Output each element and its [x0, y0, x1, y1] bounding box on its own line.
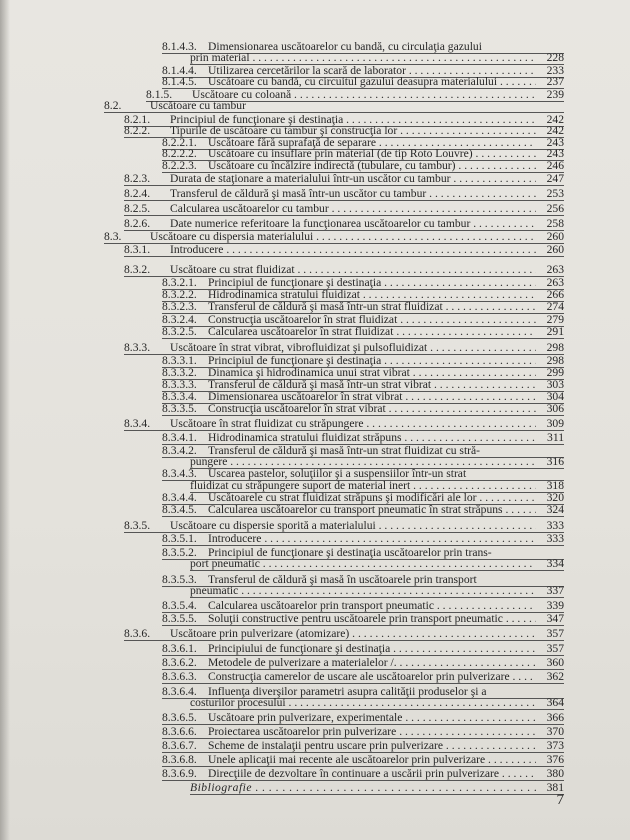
toc-entry [124, 243, 564, 256]
toc-entry-page: 309 [546, 417, 564, 430]
toc-entry-title: Construcţia uscătoarelor în strat fluidizat . . . [208, 313, 536, 326]
toc-entry [124, 341, 564, 354]
toc-entry-number: 8.3.6.9. [162, 767, 197, 780]
toc-entry [190, 696, 564, 709]
toc-entry-page: 274 [546, 300, 564, 313]
toc-entry-title: port pneumatic . . . [190, 557, 536, 570]
toc-entry-number: 8.2.2. [124, 124, 151, 137]
toc-entry-number: 8.3.6.3. [162, 670, 197, 683]
toc-entry-number: 8.3.3.2. [162, 366, 197, 379]
toc-entry-number: 8.3.5.2. [162, 546, 197, 559]
toc-entry-title: Uscătoarele cu strat fluidizat străpuns şi modificări ale lor . . . [208, 491, 536, 504]
toc-entry-title: Dinamica şi hidrodinamica unui strat vibrat . . . [208, 366, 536, 379]
toc-entry-number: 8.3.3.5. [162, 402, 197, 415]
toc-entry-page: 381 [546, 781, 564, 794]
toc-entry-title: Utilizarea cercetărilor la scară de laborator . . . [208, 64, 536, 77]
toc-entry [124, 217, 564, 230]
toc-entry-title: Uscătoare cu bandă, cu circuitul gazului deasupra materialului . . . [208, 75, 536, 88]
toc-entry-number: 8.3.6.8. [162, 753, 197, 766]
toc-entry-title: Introducere . . . [208, 532, 536, 545]
toc-entry [162, 612, 564, 625]
toc-entry-title: Principiul de funcţionare şi destinaţia uscătoarelor prin trans- [208, 546, 492, 559]
toc-entry-page: 298 [546, 354, 564, 367]
toc-entry-page: 237 [546, 75, 564, 88]
toc-entry-title: Uscătoare cu încălzire indirectă (tubulare, cu tambur) . . . [208, 159, 536, 172]
toc-entry [162, 656, 564, 669]
toc-entry-title: Transferul de căldură şi masă într-un strat fluidizat . . . [208, 300, 536, 313]
toc-entry-underline [162, 516, 564, 517]
toc-entry-number: 8.2.6. [124, 217, 151, 230]
toc-entry-title: Uscătoare cu coloană . . . [192, 88, 536, 101]
toc-entry [162, 767, 564, 780]
toc-entry-number: 8.3.4.2. [162, 444, 197, 457]
toc-entry-title: Uscătoare în strat fluidizat cu străpungere . . . [170, 417, 536, 430]
toc-entry-page: 239 [546, 88, 564, 101]
toc-entry-page: 279 [546, 313, 564, 326]
toc-entry-title: Hidrodinamica stratului fluidizat străpuns . . . [208, 431, 536, 444]
toc-entry-title: Uscătoare cu dispersie sporită a materialului . . . [170, 519, 536, 532]
toc-entry-page: 316 [546, 455, 564, 468]
toc-entry-number: 8.3.6.6. [162, 725, 197, 738]
toc-entry-title: Dimensionarea uscătoarelor în strat vibrat . . . [208, 390, 536, 403]
toc-entry-number: 8.3.3.3. [162, 378, 197, 391]
toc-entry [162, 402, 564, 415]
toc-entry-title: Soluţii constructive pentru uscătoarele prin transport pneumatic . . . [208, 612, 536, 625]
toc-entry-title: Calcularea uscătoarelor cu tambur . . . [170, 202, 536, 215]
toc-entry-page: 253 [546, 187, 564, 200]
toc-entry-number: 8.3.3.1. [162, 354, 197, 367]
toc-entry-page: 334 [546, 557, 564, 570]
toc-entry-number: 8.1.4.4. [162, 64, 197, 77]
toc-entry-number: 8.3.3.4. [162, 390, 197, 403]
toc-entry-page: 333 [546, 519, 564, 532]
toc-entry [162, 75, 564, 88]
toc-entry [190, 584, 564, 597]
toc-entry-page: 243 [546, 136, 564, 149]
toc-entry-title: pungere . . . [190, 455, 536, 468]
toc-entry-page: 339 [546, 599, 564, 612]
toc-entry-page: 242 [546, 113, 564, 126]
toc-entry-page: 333 [546, 532, 564, 545]
toc-entry-number: 8.1.4.3. [162, 40, 197, 53]
toc-entry-number: 8.2.4. [124, 187, 151, 200]
toc-entry-number: 8.3.5.4. [162, 599, 197, 612]
toc-entry-page: 303 [546, 378, 564, 391]
toc-entry-title: Transferul de căldură şi masă în uscătoarele prin transport [208, 573, 477, 586]
toc-entry-number: 8.3.5.1. [162, 532, 197, 545]
toc-entry-page: 370 [546, 725, 564, 738]
toc-entry [162, 599, 564, 612]
toc-entry-page: 242 [546, 124, 564, 137]
toc-entry-page: 362 [546, 670, 564, 683]
toc-entry [162, 503, 564, 516]
toc-entry [190, 51, 564, 64]
toc-entry [124, 519, 564, 532]
toc-entry-number: 8.3. [104, 230, 122, 243]
toc-entry-page: 337 [546, 584, 564, 597]
toc-entry-title: Metodele de pulverizare a materialelor /. . . . [208, 656, 536, 669]
toc-entry-title: Uscătoare prin pulverizare (atomizare) . . . [170, 627, 536, 640]
toc-entry-number: 8.3.6.2. [162, 656, 197, 669]
toc-entry-number: 8.3.5. [124, 519, 151, 532]
toc-entry-title: Dimensionarea uscătoarelor cu bandă, cu circulaţia gazului [208, 40, 482, 53]
toc-entry [124, 417, 564, 430]
toc-entry-page: 260 [546, 230, 564, 243]
toc-entry [162, 300, 564, 313]
toc-entry-number: 8.3.6.5. [162, 711, 197, 724]
toc-entry [162, 325, 564, 338]
toc-entry [124, 172, 564, 185]
toc-entry [104, 230, 564, 243]
toc-entry-underline [124, 256, 564, 257]
toc-entry-number: 8.3.4. [124, 417, 151, 430]
toc-entry-title: Calcularea uscătoarelor în strat fluidizat . . . [208, 325, 536, 338]
toc-entry-page: 304 [546, 390, 564, 403]
toc-entry-page: 357 [546, 627, 564, 640]
toc-entry-number: 8.3.2.1. [162, 276, 197, 289]
toc-entry-number: 8.1.4.5. [162, 75, 197, 88]
toc-entry-title: Uscătoare prin pulverizare, experimentale . . . [208, 711, 536, 724]
toc-entry-title: Uscătoare cu dispersia materialului . . . [150, 230, 536, 243]
toc-entry-page: 320 [546, 491, 564, 504]
toc-entry-number: 8.3.3. [124, 341, 151, 354]
toc-entry-page: 258 [546, 217, 564, 230]
toc-entry-page: 360 [546, 656, 564, 669]
toc-entry-number: 8.3.4.3. [162, 467, 197, 480]
toc-entry-title: Uscătoare în strat vibrat, vibrofluidizat şi pulsofluidizat . . . [170, 341, 536, 354]
toc-entry-title: Principiul de funcţionare şi destinaţia . . . [208, 354, 536, 367]
toc-entry-page: 357 [546, 642, 564, 655]
toc-entry-number: 8.3.5.5. [162, 612, 197, 625]
toc-entry-title: Uscătoare cu insuflare prin material (de tip Roto Louvre) . . . [208, 147, 536, 160]
toc-entry-number: 8.3.6.4. [162, 685, 197, 698]
toc-entry-title: Hidrodinamica stratului fluidizat . . . [208, 288, 536, 301]
toc-entry-number: 8.3.4.5. [162, 503, 197, 516]
toc-entry-number: 8.3.2.3. [162, 300, 197, 313]
toc-entry-page: 263 [546, 263, 564, 276]
toc-entry-page: 260 [546, 243, 564, 256]
toc-entry-page: 263 [546, 276, 564, 289]
toc-entry-number: 8.2.1. [124, 113, 151, 126]
toc-entry-title: Proiectarea uscătoarelor prin pulverizare . . . [208, 725, 536, 738]
toc-entry-title: Date numerice referitoare la funcţionarea uscătoarelor cu tambur . . . [170, 217, 536, 230]
toc-entry-underline [162, 415, 564, 416]
toc-entry-number: 8.3.6.7. [162, 739, 197, 752]
toc-entry-title: Uscarea pastelor, soluţiilor şi a suspensiilor într-un strat [208, 467, 467, 480]
toc-entry-title: Introducere . . . [170, 243, 536, 256]
toc-entry-title: Transferul de căldură şi masă într-un strat fluidizat cu stră- [208, 444, 481, 457]
toc-entry [162, 725, 564, 738]
toc-entry-title: Principiul de funcţionare şi destinaţia . . . [170, 113, 536, 126]
toc-entry-number: 8.1.5. [146, 88, 173, 101]
toc-entry [190, 557, 564, 570]
toc-entry-page: 306 [546, 402, 564, 415]
toc-entry-page: 311 [547, 431, 564, 444]
toc-entry-page: 291 [546, 325, 564, 338]
toc-entry [162, 753, 564, 766]
toc-entry-title: prin material . . . [190, 51, 536, 64]
toc-entry [104, 99, 564, 112]
toc-entry-number: 8.2.2.2. [162, 147, 197, 160]
toc-entry-page: 243 [546, 147, 564, 160]
toc-entry-title: fluidizat cu străpungere suport de material inert . . . [190, 479, 536, 492]
toc-entry-page: 233 [546, 64, 564, 77]
toc-entry-number: 8.2.2.3. [162, 159, 197, 172]
toc-entry-underline [124, 185, 564, 186]
toc-entry-number: 8.3.2. [124, 263, 151, 276]
toc-entry-title: Construcţia camerelor de uscare ale uscătoarelor prin pulverizare . . . [208, 670, 536, 683]
toc-entry [124, 202, 564, 215]
toc-entry-number: 8.3.1. [124, 243, 151, 256]
toc-entry-page: 299 [546, 366, 564, 379]
toc-entry [162, 532, 564, 545]
toc-entry-title: Transferul de căldură şi masă într-un uscător cu tambur . . . [170, 187, 536, 200]
toc-entry-number: 8.3.5.3. [162, 573, 197, 586]
toc-entry-page: 318 [546, 479, 564, 492]
toc-entry [162, 159, 564, 172]
toc-entry [124, 627, 564, 640]
toc-entry-underline [162, 625, 564, 626]
toc-entry-page: 228 [546, 51, 564, 64]
toc-entry [162, 711, 564, 724]
toc-entry-number: 8.2.2.1. [162, 136, 197, 149]
toc-entry [124, 263, 564, 276]
toc-entry [162, 642, 564, 655]
toc-entry-title: costurilor procesului . . . [190, 696, 536, 709]
toc-entry-title: pneumatic . . . [190, 584, 536, 597]
toc-entry-title: Uscătoare fără suprafaţă de separare . . . [208, 136, 536, 149]
toc-entry-underline [190, 794, 564, 795]
toc-entry-page: 364 [546, 696, 564, 709]
toc-entry-number: 8.3.2.4. [162, 313, 197, 326]
toc-entry-number: 8.3.4.4. [162, 491, 197, 504]
toc-entry-page: 246 [546, 159, 564, 172]
toc-entry-title: Construcţia uscătoarelor în strat vibrat . . . [208, 402, 536, 415]
toc-entry-title: Unele aplicaţii mai recente ale uscătoarelor prin pulverizare . . . [208, 753, 536, 766]
toc-entry-number: 8.2.3. [124, 172, 151, 185]
toc-entry-underline [190, 570, 564, 571]
toc-entry-title: Transferul de căldură şi masă într-un strat vibrat . . . [208, 378, 536, 391]
toc-entry-underline [162, 683, 564, 684]
toc-entry-underline [124, 640, 564, 641]
toc-entry-number: 8.2.5. [124, 202, 151, 215]
toc-entry-underline [190, 709, 564, 710]
toc-entry-number: 8.3.6.1. [162, 642, 197, 655]
toc-entry-title: Influenţa diverşilor parametri asupra calităţii produselor şi a [208, 685, 487, 698]
toc-entry-title: Direcţiile de dezvoltare în continuare a uscării prin pulverizare . . . [208, 767, 536, 780]
toc-entry-page: 373 [546, 739, 564, 752]
toc-entry-title: Scheme de instalaţii pentru uscare prin pulverizare . . . [208, 739, 536, 752]
toc-entry-title: Calcularea uscătoarelor cu transport pneumatic în strat străpuns . . . [208, 503, 536, 516]
toc-entry-page: 380 [546, 767, 564, 780]
toc-entry-title: Durata de staţionare a materialului într-un uscător cu tambur . . . [170, 172, 536, 185]
toc-entry-underline [124, 215, 564, 216]
toc-entry-title: Principiului de funcţionare şi destinaţia . . . [208, 642, 536, 655]
toc-entry-title: Uscătoare cu strat fluidizat . . . [170, 263, 536, 276]
toc-entry-page: 366 [546, 711, 564, 724]
toc-entry-page: 347 [546, 612, 564, 625]
toc-entry-number: 8.3.2.2. [162, 288, 197, 301]
toc-entry [162, 431, 564, 444]
toc-entry-title: Bibliografie . . . [190, 781, 536, 794]
toc-entry [162, 739, 564, 752]
toc-entry-title: Uscătoare cu tambur [150, 99, 246, 112]
toc-entry-number: 8.2. [104, 99, 122, 112]
toc-entry-title: Tipurile de uscătoare cu tambur şi construcţia lor . . . [170, 124, 536, 137]
page-number: 7 [556, 792, 564, 808]
toc-entry-page: 256 [546, 202, 564, 215]
toc-entry-page: 266 [546, 288, 564, 301]
toc-entry [124, 187, 564, 200]
toc-entry-number: 8.3.6. [124, 627, 151, 640]
toc-entry-page: 324 [546, 503, 564, 516]
toc-entry-page: 376 [546, 753, 564, 766]
toc-entry-title: Calcularea uscătoarelor prin transport pneumatic . . . [208, 599, 536, 612]
toc-entry-number: 8.3.4.1. [162, 431, 197, 444]
toc-entry-number: 8.3.2.5. [162, 325, 197, 338]
toc-entry-underline [124, 200, 564, 201]
toc-entry-page: 298 [546, 341, 564, 354]
toc-entry-title: Principiul de funcţionare şi destinaţia . . . [208, 276, 536, 289]
toc-entry-page: 247 [546, 172, 564, 185]
toc-entry [190, 781, 564, 794]
toc-entry-underline [190, 597, 564, 598]
toc-entry [162, 670, 564, 683]
toc-entry-underline [162, 338, 564, 339]
